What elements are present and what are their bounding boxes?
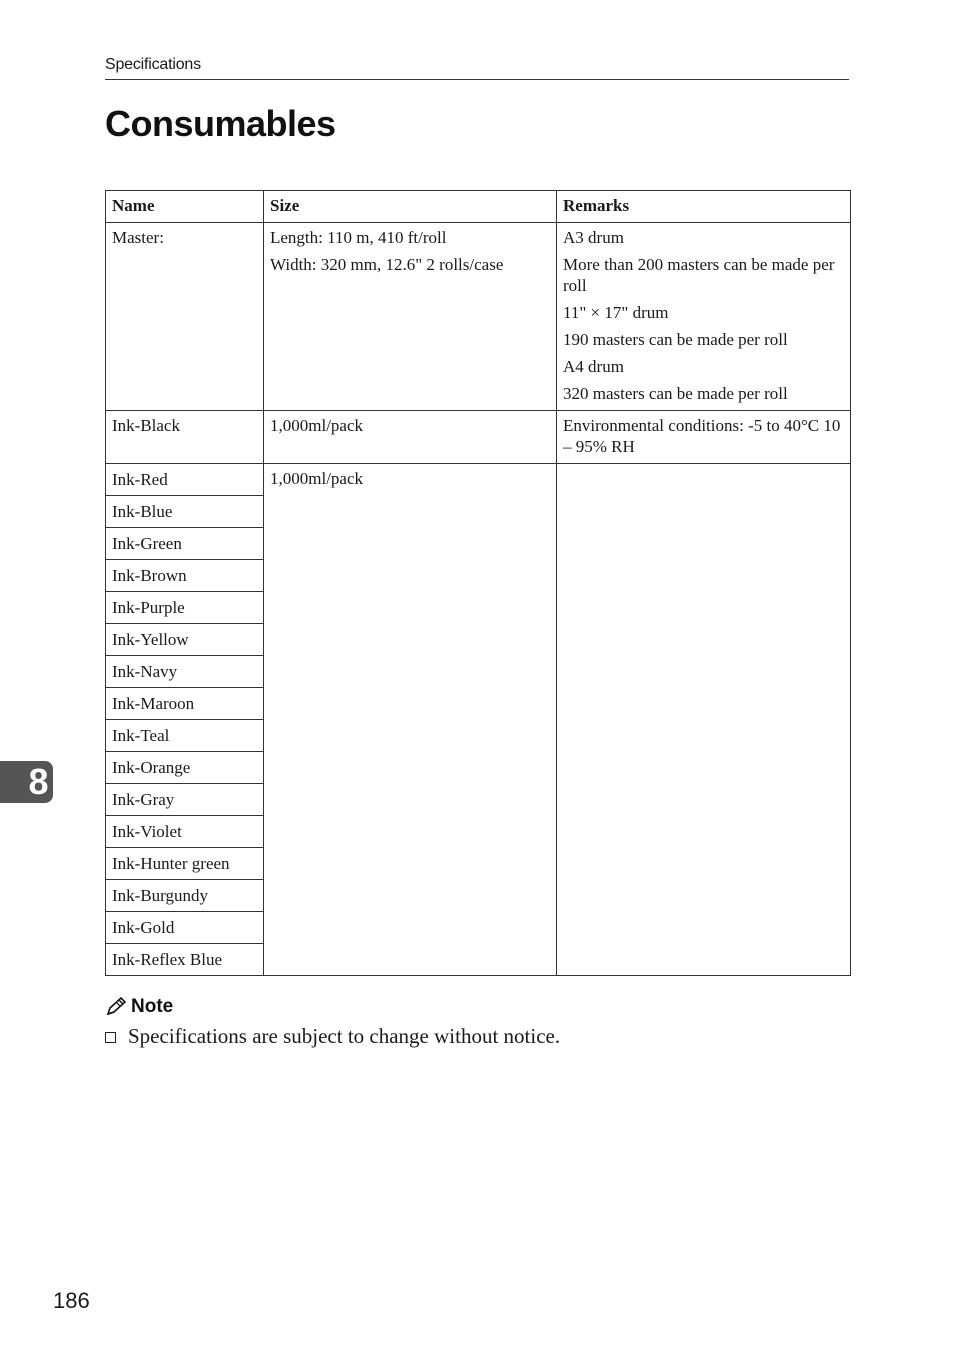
running-header: Specifications [105, 56, 201, 73]
ink-name: Ink-Gold [106, 912, 264, 944]
column-header-name: Name [106, 191, 264, 223]
color-inks-remarks [557, 464, 851, 976]
column-header-remarks: Remarks [557, 191, 851, 223]
pencil-icon [105, 997, 127, 1017]
ink-name: Ink-Blue [106, 496, 264, 528]
table-row-master [106, 223, 851, 411]
master-size-length: Length: 110 m, 410 ft/roll [270, 228, 447, 247]
ink-name: Ink-Maroon [106, 688, 264, 720]
master-remark: 190 masters can be made per roll [563, 330, 788, 349]
master-name: Master: [106, 223, 264, 411]
ink-name: Ink-Orange [106, 752, 264, 784]
master-remark: 11" × 17" drum [563, 303, 669, 322]
ink-name: Ink-Red [106, 464, 264, 496]
column-header-size: Size [264, 191, 557, 223]
note-item-text: Specifications are subject to change without notice. [128, 1024, 561, 1048]
ink-name: Ink-Gray [106, 784, 264, 816]
master-remarks [557, 223, 851, 411]
header-divider [105, 79, 849, 80]
ink-name: Ink-Reflex Blue [106, 944, 264, 976]
ink-name: Ink-Teal [106, 720, 264, 752]
chapter-tab: 8 [0, 761, 53, 803]
ink-name: Ink-Navy [106, 656, 264, 688]
note-heading-text: Note [131, 996, 174, 1017]
ink-name: Ink-Hunter green [106, 848, 264, 880]
table-header-row [106, 191, 851, 223]
master-size-width: Width: 320 mm, 12.6" 2 rolls/case [270, 255, 504, 274]
ink-name: Ink-Burgundy [106, 880, 264, 912]
note-heading [105, 996, 173, 1018]
master-remark: A3 drum [563, 228, 624, 247]
master-remark: More than 200 masters can be made per roll [563, 255, 835, 295]
master-size [264, 223, 557, 411]
ink-black-remarks: Environmental conditions: -5 to 40°C 10 – 95% RH [557, 411, 851, 464]
ink-name: Ink-Violet [106, 816, 264, 848]
table-row-ink-black [106, 411, 851, 464]
ink-name: Ink-Purple [106, 592, 264, 624]
consumables-table [105, 190, 851, 976]
table-row [106, 464, 851, 496]
ink-black-name: Ink-Black [106, 411, 264, 464]
ink-black-size: 1,000ml/pack [264, 411, 557, 464]
master-remark: 320 masters can be made per roll [563, 384, 788, 403]
checkbox-bullet-icon [105, 1032, 116, 1043]
note-item [105, 1024, 560, 1049]
color-inks-size: 1,000ml/pack [264, 464, 557, 976]
page-title: Consumables [105, 103, 336, 144]
ink-name: Ink-Green [106, 528, 264, 560]
ink-name: Ink-Yellow [106, 624, 264, 656]
ink-name: Ink-Brown [106, 560, 264, 592]
master-remark: A4 drum [563, 357, 624, 376]
page-number: 186 [53, 1288, 90, 1313]
